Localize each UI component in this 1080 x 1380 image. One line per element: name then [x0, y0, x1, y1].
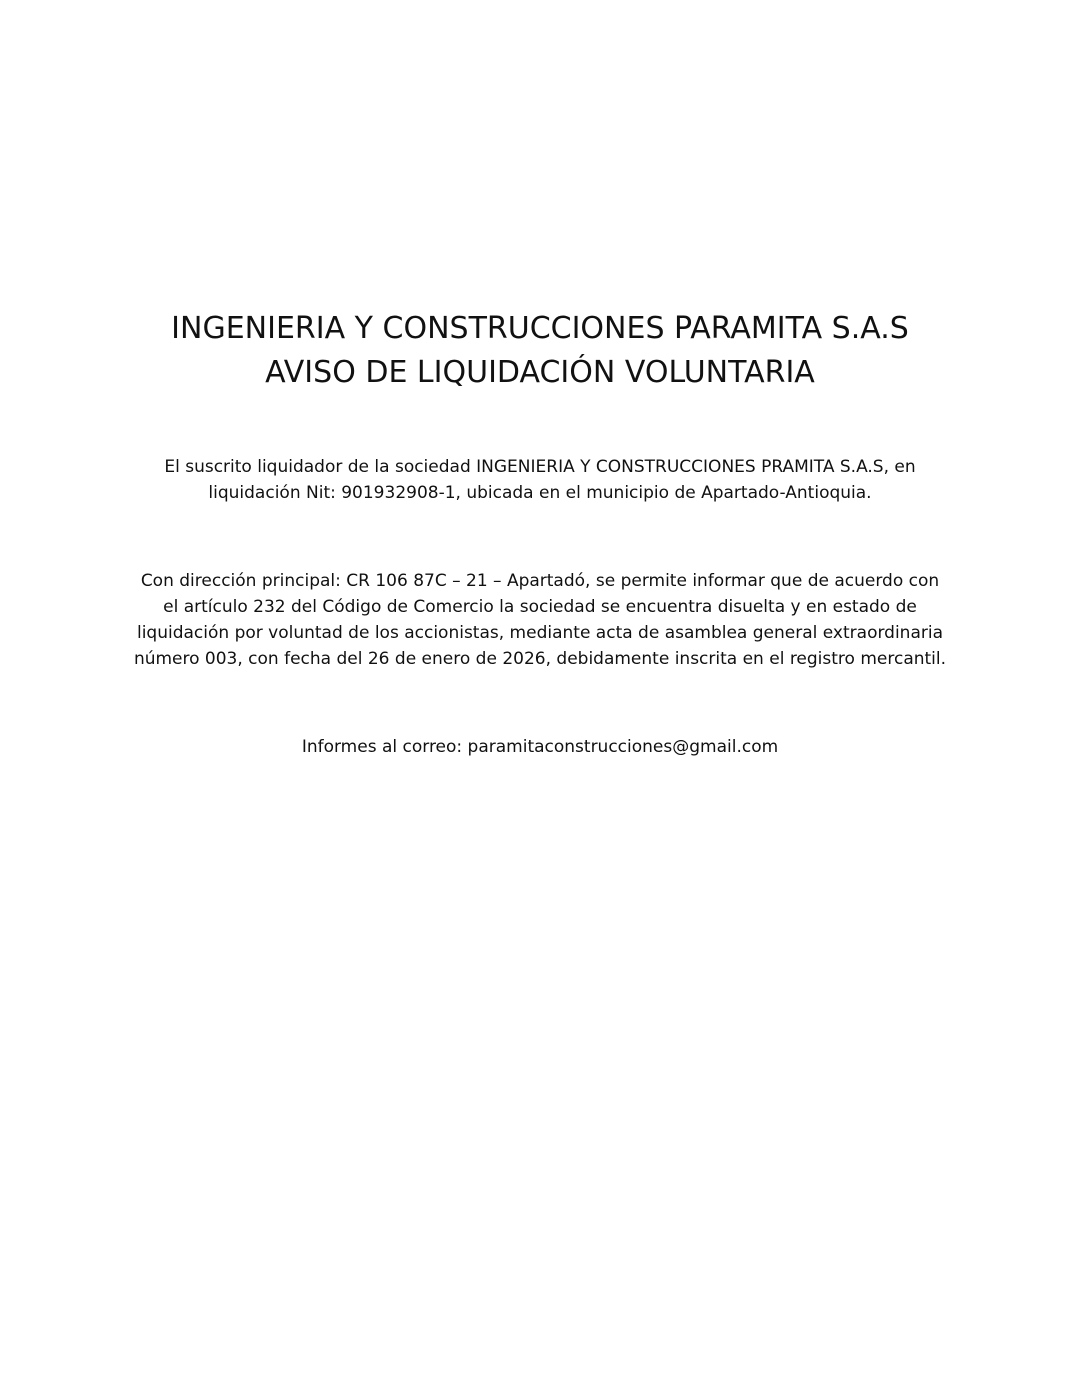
paragraph-line: liquidación Nit: 901932908-1, ubicada en el municipio de Apartado-Antioquia.: [208, 483, 872, 503]
document-title: [100, 307, 980, 395]
liquidator-statement-paragraph: [110, 454, 970, 506]
paragraph-line: número 003, con fecha del 26 de enero de 2026, debidamente inscrita en el registro mercantil.: [133, 649, 947, 669]
dissolution-notice-paragraph: [110, 568, 970, 672]
paragraph-line: Con dirección principal: CR 106 87C – 21 – Apartadó, se permite informar que de acuerdo con: [140, 571, 940, 591]
notice-heading: AVISO DE LIQUIDACIÓN VOLUNTARIA: [265, 355, 815, 390]
contact-email-text: Informes al correo: paramitaconstrucciones@gmail.com: [301, 737, 779, 757]
paragraph-line: El suscrito liquidador de la sociedad INGENIERIA Y CONSTRUCCIONES PRAMITA S.A.S, en: [164, 457, 916, 477]
paragraph-line: el artículo 232 del Código de Comercio la sociedad se encuentra disuelta y en estado de: [163, 597, 917, 617]
company-name-heading: INGENIERIA Y CONSTRUCCIONES PARAMITA S.A.S: [171, 311, 909, 346]
contact-email-paragraph: [110, 734, 970, 760]
paragraph-line: liquidación por voluntad de los accionistas, mediante acta de asamblea general extraordinaria: [136, 623, 943, 643]
